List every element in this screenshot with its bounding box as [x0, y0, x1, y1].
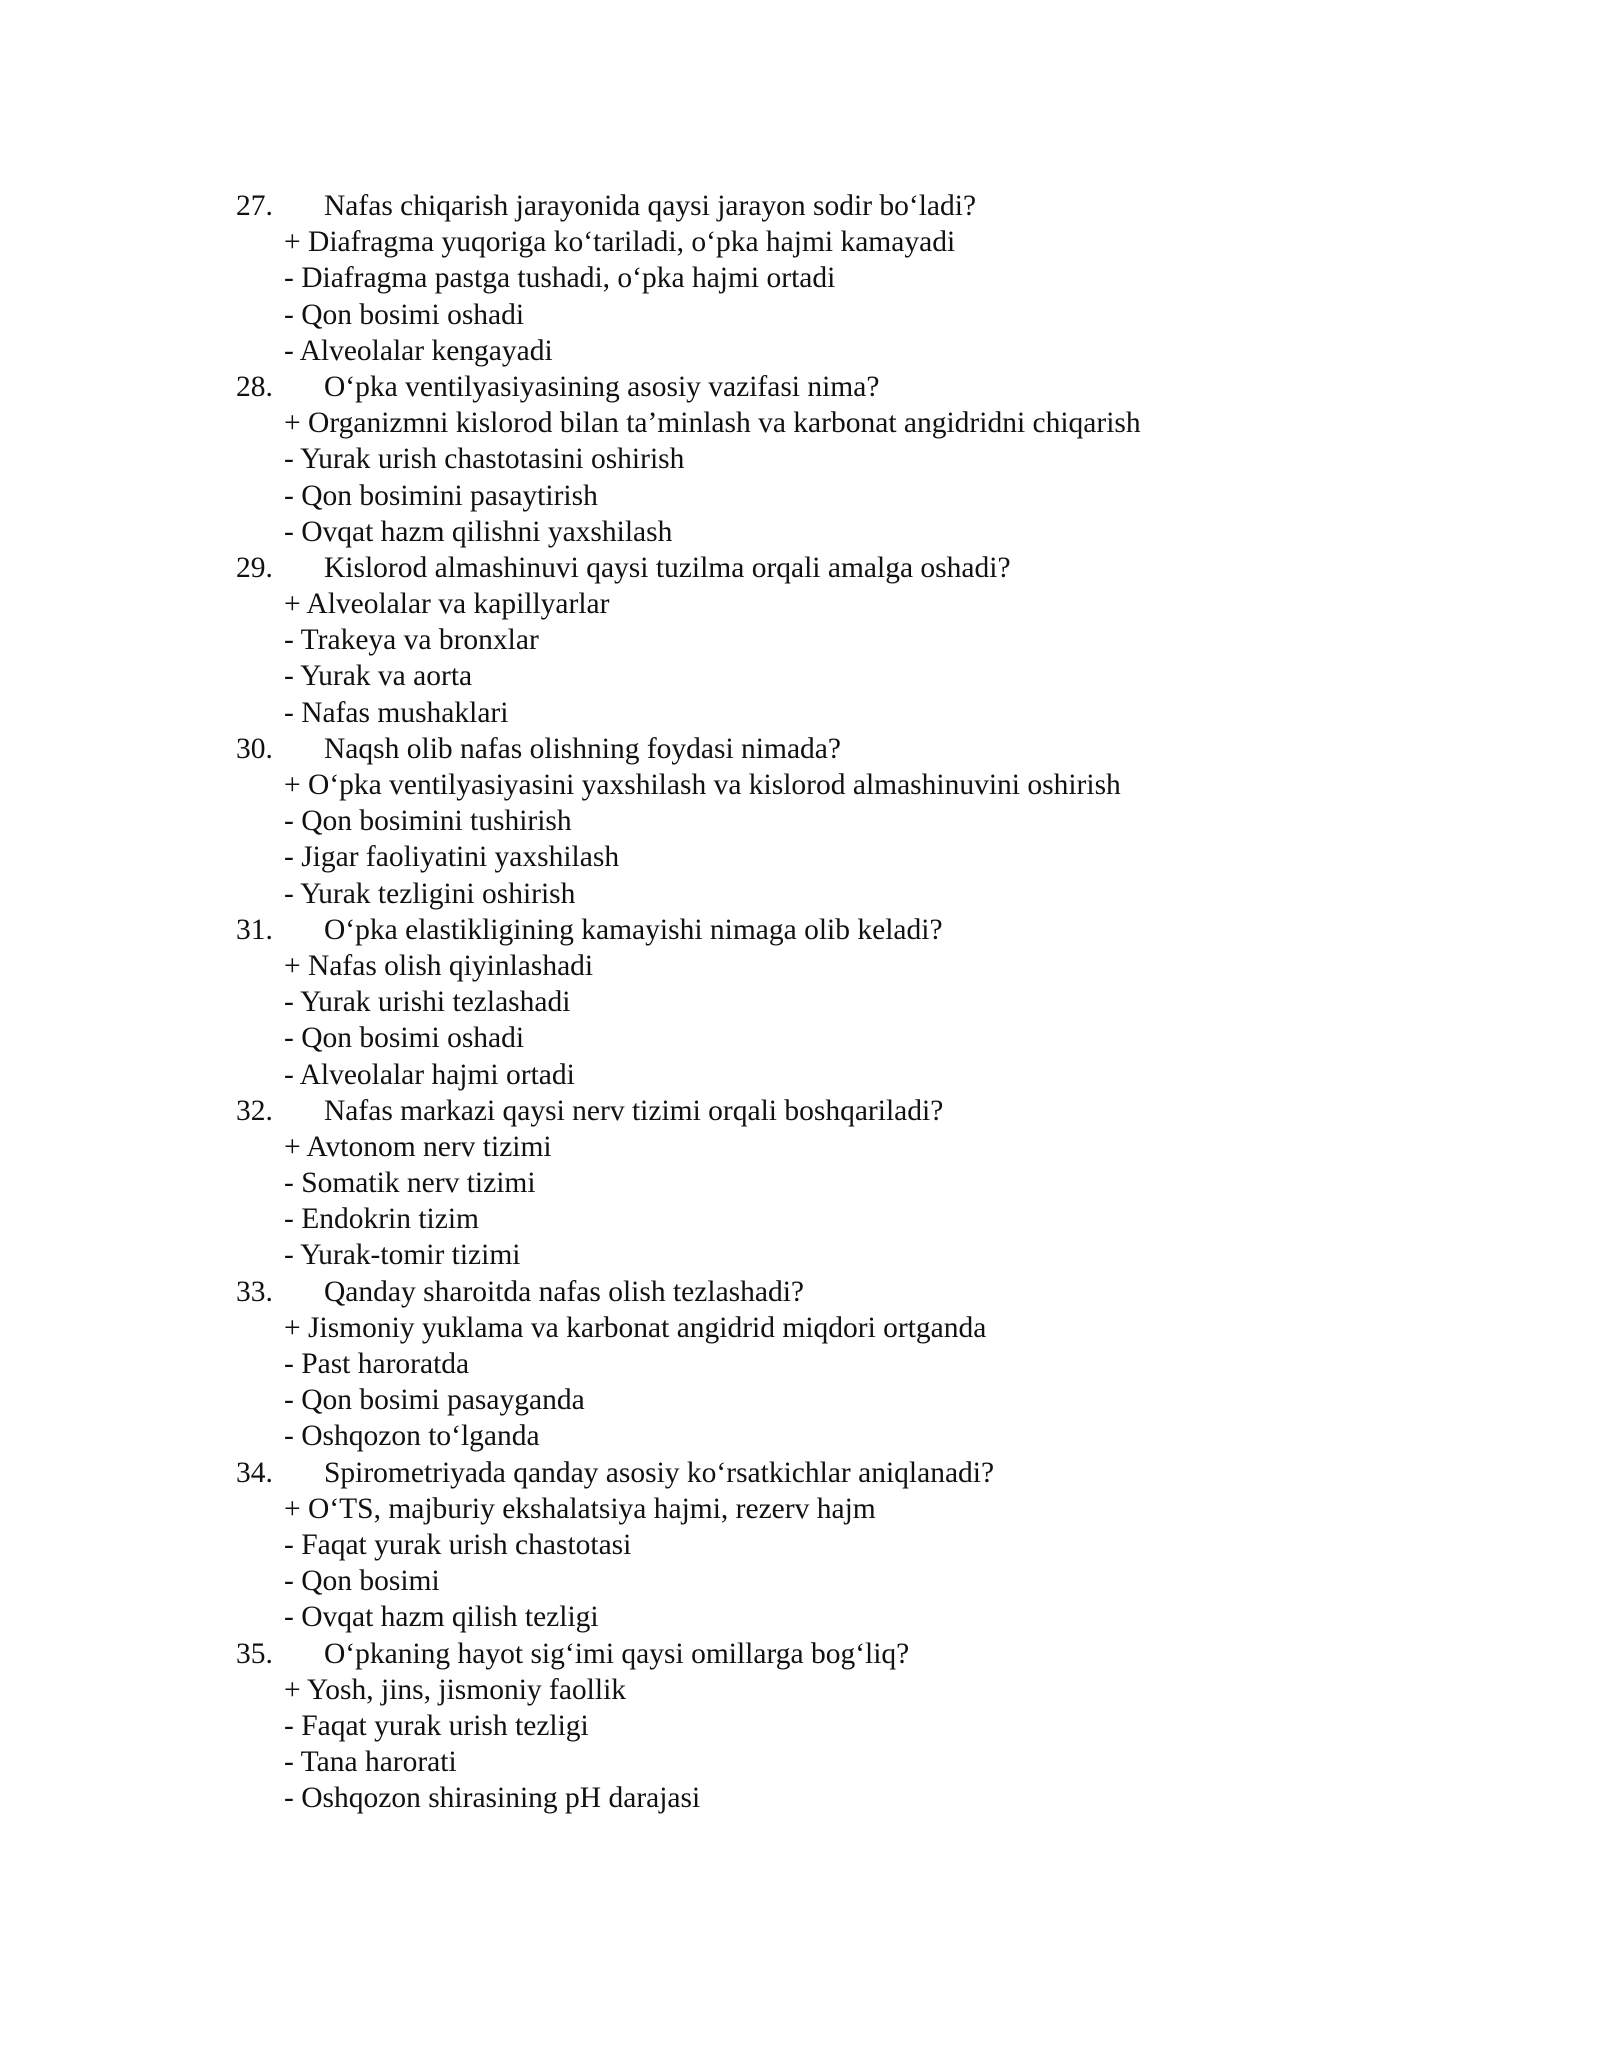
answer-option: - Diafragma pastga tushadi, o‘pka hajmi ortadi — [284, 262, 836, 295]
answer-option-line — [0, 948, 1600, 984]
question-text: O‘pka elastikligining kamayishi nimaga olib keladi? — [324, 913, 943, 946]
question-line — [0, 369, 1600, 405]
answer-option-line — [0, 1672, 1600, 1708]
answer-option-line — [0, 1201, 1600, 1237]
answer-option-line — [0, 405, 1600, 441]
question-number: 32. — [236, 1094, 273, 1127]
answer-option: + Diafragma yuqoriga ko‘tariladi, o‘pka hajmi kamayadi — [284, 226, 956, 259]
question-number: 27. — [236, 190, 273, 222]
answer-option-line — [0, 839, 1600, 875]
answer-option: - Jigar faoliyatini yaxshilash — [284, 841, 620, 874]
answer-option-line — [0, 260, 1600, 296]
answer-option-line — [0, 514, 1600, 550]
answer-option-line — [0, 478, 1600, 514]
answer-option-line — [0, 1418, 1600, 1454]
answer-option-line — [0, 1346, 1600, 1382]
answer-option: - Qon bosimi oshadi — [284, 298, 525, 331]
question-block — [0, 1093, 1600, 1274]
answer-option: - Nafas mushaklari — [284, 696, 509, 729]
answer-option: - Qon bosimi pasayganda — [284, 1384, 585, 1417]
answer-option-line — [0, 984, 1600, 1020]
answer-option: - Yurak urishi tezlashadi — [284, 986, 571, 1019]
question-block — [0, 550, 1600, 731]
question-text: Spirometriyada qanday asosiy ko‘rsatkichlar aniqlanadi? — [324, 1456, 995, 1489]
question-block — [0, 1455, 1600, 1636]
answer-option-line — [0, 1129, 1600, 1165]
answer-option: - Trakeya va bronxlar — [284, 624, 539, 657]
question-text: Qanday sharoitda nafas olish tezlashadi? — [324, 1275, 805, 1308]
answer-option-line — [0, 1563, 1600, 1599]
answer-option-line — [0, 1780, 1600, 1816]
answer-option: - Endokrin tizim — [284, 1203, 479, 1236]
question-list — [0, 188, 1600, 1816]
question-block — [0, 1274, 1600, 1455]
answer-option: - Qon bosimi — [284, 1565, 440, 1598]
answer-option-line — [0, 1527, 1600, 1563]
answer-option: + O‘TS, majburiy ekshalatsiya hajmi, rezerv hajm — [284, 1492, 876, 1525]
answer-option: + Organizmni kislorod bilan ta’minlash va karbonat angidridni chiqarish — [284, 407, 1141, 440]
answer-option: + Alveolalar va kapillyarlar — [284, 588, 610, 621]
answer-option-line — [0, 1491, 1600, 1527]
question-line — [0, 1455, 1600, 1491]
answer-option-line — [0, 333, 1600, 369]
answer-option: - Yurak urish chastotasini oshirish — [284, 443, 685, 476]
answer-option-line — [0, 1599, 1600, 1635]
answer-option: - Yurak va aorta — [284, 660, 473, 693]
answer-option-line — [0, 297, 1600, 333]
answer-option: - Alveolalar hajmi ortadi — [284, 1058, 575, 1091]
answer-option: - Oshqozon to‘lganda — [284, 1420, 540, 1453]
question-block — [0, 188, 1600, 369]
question-text: Kislorod almashinuvi qaysi tuzilma orqali amalga oshadi? — [324, 551, 1011, 584]
answer-option-line — [0, 586, 1600, 622]
answer-option-line — [0, 695, 1600, 731]
question-number: 31. — [236, 913, 273, 946]
question-number: 28. — [236, 370, 273, 403]
answer-option: + Jismoniy yuklama va karbonat angidrid miqdori ortganda — [284, 1311, 987, 1344]
question-number: 33. — [236, 1275, 273, 1308]
answer-option: + Nafas olish qiyinlashadi — [284, 949, 594, 982]
answer-option-line — [0, 1310, 1600, 1346]
question-line — [0, 1274, 1600, 1310]
answer-option: - Qon bosimi oshadi — [284, 1022, 525, 1055]
answer-option-line — [0, 441, 1600, 477]
answer-option-line — [0, 1057, 1600, 1093]
answer-option-line — [0, 1744, 1600, 1780]
answer-option: - Faqat yurak urish chastotasi — [284, 1528, 632, 1561]
answer-option: - Past haroratda — [284, 1348, 470, 1380]
question-text: O‘pkaning hayot sig‘imi qaysi omillarga bog‘liq? — [324, 1637, 910, 1670]
answer-option: + O‘pka ventilyasiyasini yaxshilash va kislorod almashinuvini oshirish — [284, 769, 1121, 801]
answer-option-line — [0, 876, 1600, 912]
answer-option: - Tana harorati — [284, 1746, 457, 1779]
question-line — [0, 188, 1600, 224]
answer-option-line — [0, 658, 1600, 694]
answer-option: - Yurak tezligini oshirish — [284, 877, 576, 910]
question-text: Nafas markazi qaysi nerv tizimi orqali boshqariladi? — [324, 1094, 944, 1127]
question-line — [0, 550, 1600, 586]
question-line — [0, 1636, 1600, 1672]
question-line — [0, 1093, 1600, 1129]
question-number: 34. — [236, 1456, 273, 1489]
question-block — [0, 731, 1600, 912]
answer-option: + Avtonom nerv tizimi — [284, 1130, 552, 1163]
question-number: 30. — [236, 732, 273, 765]
answer-option: - Qon bosimini tushirish — [284, 805, 572, 838]
answer-option: - Faqat yurak urish tezligi — [284, 1709, 589, 1742]
answer-option-line — [0, 803, 1600, 839]
answer-option: - Ovqat hazm qilish tezligi — [284, 1601, 599, 1634]
question-text: O‘pka ventilyasiyasining asosiy vazifasi nima? — [324, 370, 880, 403]
answer-option-line — [0, 1165, 1600, 1201]
answer-option-line — [0, 224, 1600, 260]
question-number: 29. — [236, 551, 273, 584]
answer-option-line — [0, 1020, 1600, 1056]
question-number: 35. — [236, 1637, 273, 1670]
answer-option: - Somatik nerv tizimi — [284, 1167, 536, 1200]
question-block — [0, 912, 1600, 1093]
answer-option: - Qon bosimini pasaytirish — [284, 479, 598, 512]
question-line — [0, 731, 1600, 767]
answer-option-line — [0, 767, 1600, 803]
answer-option-line — [0, 1237, 1600, 1273]
answer-option-line — [0, 622, 1600, 658]
answer-option: - Ovqat hazm qilishni yaxshilash — [284, 515, 673, 548]
question-block — [0, 1636, 1600, 1817]
question-text: Nafas chiqarish jarayonida qaysi jarayon sodir bo‘ladi? — [324, 190, 977, 222]
answer-option: - Alveolalar kengayadi — [284, 334, 553, 367]
question-line — [0, 912, 1600, 948]
question-text: Naqsh olib nafas olishning foydasi nimada? — [324, 732, 841, 765]
question-block — [0, 369, 1600, 550]
answer-option-line — [0, 1382, 1600, 1418]
answer-option: - Yurak-tomir tizimi — [284, 1239, 521, 1272]
answer-option: + Yosh, jins, jismoniy faollik — [284, 1673, 627, 1706]
answer-option-line — [0, 1708, 1600, 1744]
answer-option: - Oshqozon shirasining pH darajasi — [284, 1782, 701, 1815]
